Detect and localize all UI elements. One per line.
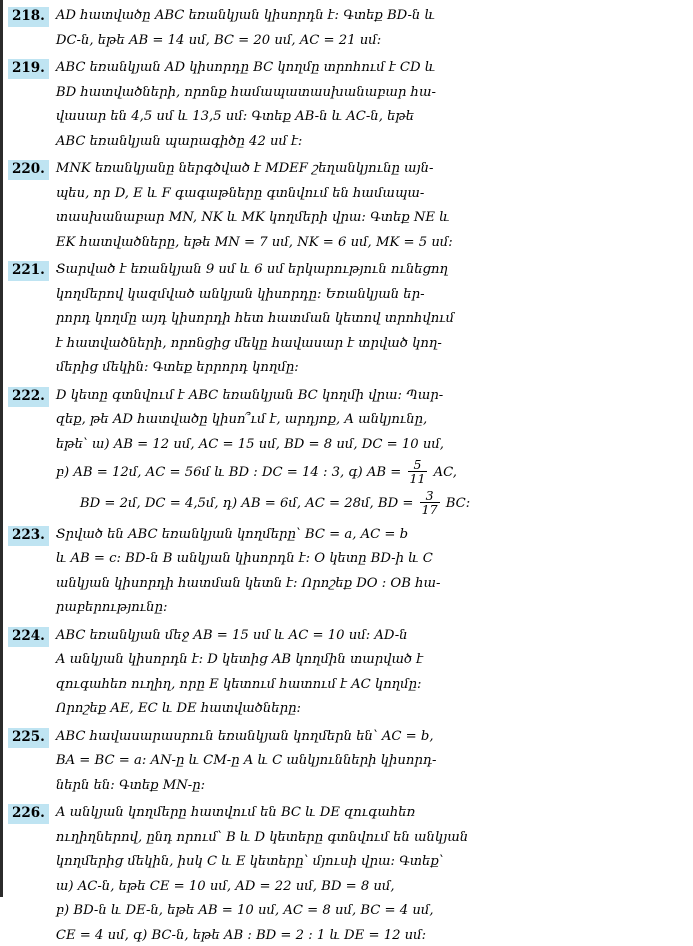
problem-body	[56, 260, 679, 379]
problem-body	[56, 159, 679, 253]
problem-line: Տրված են ABC եռանկյան կողմերը՝ BC = a, AC = b	[56, 525, 679, 546]
problem-number: 220.	[8, 160, 49, 180]
problem-line: և AB = c: BD-ն B անկյան կիսորդն է։ O կետը BD-ի և C	[56, 549, 679, 570]
problem-line: է հատվածների, որոնցից մեկը հավասար է տրված կող-	[56, 334, 679, 355]
fraction	[420, 489, 440, 516]
problem-line: մերից մեկին։ Գտեք երրորդ կողմը։	[56, 358, 679, 379]
problem-line: BA = BC = a: AN-ը և CM-ը A և C անկյունների կիսորդ-	[56, 751, 679, 772]
problem-line: DC-ն, եթե AB = 14 սմ, BC = 20 սմ, AC = 21 սմ։	[56, 31, 679, 52]
problem-line: ներն են։ Գտեք MN-ը։	[56, 776, 679, 797]
problem-line: պես, որ D, E և F գագաթները գտնվում են համապա-	[56, 184, 679, 205]
problem-line: զեք, թե AD հատվածը կիսո՞ւմ է, արդյոք, A անկյունը,	[56, 410, 679, 431]
problem-line: ուղիղներով, ընդ որում՝ B և D կետերը գտնվում են անկյան	[56, 828, 679, 849]
problem-number: 222.	[8, 387, 49, 407]
problem-body	[56, 803, 679, 946]
fraction-numerator: 3	[420, 489, 440, 502]
page-left-rule	[0, 0, 3, 897]
problem-body	[56, 6, 679, 51]
fraction-line-suffix: AC,	[429, 465, 457, 480]
fraction-line-prefix: BD = 2մ, DC = 4,5մ, դ) AB = 6մ, AC = 28մ, BD =	[80, 496, 418, 511]
problem-line-fraction	[56, 490, 679, 517]
problem-number: 226.	[8, 804, 49, 824]
problem-item	[8, 803, 679, 946]
fraction-line-prefix: բ) AB = 12մ, AC = 56մ և BD : DC = 14 : 3, գ) AB =	[56, 465, 406, 480]
fraction-line-suffix: BC։	[442, 496, 471, 511]
problem-number: 219.	[8, 59, 49, 79]
problem-line: EK հատվածները, եթե MN = 7 սմ, NK = 6 սմ, MK = 5 սմ։	[56, 233, 679, 254]
problem-item	[8, 260, 679, 379]
problem-line: ABC եռանկյան AD կիսորդը BC կողմը տրոհում է CD և	[56, 58, 679, 79]
problem-number: 221.	[8, 261, 49, 281]
problem-line: ա) AC-ն, եթե CE = 10 սմ, AD = 22 սմ, BD = 8 սմ,	[56, 877, 679, 898]
problem-body	[56, 386, 679, 518]
problem-line: A անկյան կիսորդն է։ D կետից AB կողմին տարված է	[56, 650, 679, 671]
problem-line: MNK եռանկյանը ներգծված է MDEF շեղանկյունը այն-	[56, 159, 679, 180]
problem-line: զուգահեռ ուղիղ, որը E կետում հատում է AC կողմը։	[56, 675, 679, 696]
problem-line: Որոշեք AE, EC և DE հատվածները։	[56, 699, 679, 720]
problem-item	[8, 58, 679, 152]
problem-item	[8, 525, 679, 619]
problem-number: 225.	[8, 728, 49, 748]
problem-line: AD հատվածը ABC եռանկյան կիսորդն է։ Գտեք BD-ն և	[56, 6, 679, 27]
problem-line: ABC հավասարասրուն եռանկյան կողմերն են՝ AC = b,	[56, 727, 679, 748]
problem-line: րաբերությունը։	[56, 598, 679, 619]
problem-line: րորդ կողմը այդ կիսորդի հետ հատման կետով տրոհվում	[56, 309, 679, 330]
problem-item	[8, 386, 679, 518]
fraction-denominator: 11	[408, 471, 428, 485]
problem-line: վասար են 4,5 սմ և 13,5 սմ։ Գտեք AB-ն և AC-ն, եթե	[56, 107, 679, 128]
problem-item	[8, 159, 679, 253]
problem-line: ABC եռանկյան պարագիծը 42 սմ է։	[56, 132, 679, 153]
problem-body	[56, 525, 679, 619]
fraction	[408, 458, 428, 485]
problem-number: 218.	[8, 7, 49, 27]
problem-line: եթե՝ ա) AB = 12 սմ, AC = 15 սմ, BD = 8 սմ, DC = 10 սմ,	[56, 435, 679, 456]
problem-line: բ) BD-ն և DE-ն, եթե AB = 10 սմ, AC = 8 սմ, BC = 4 սմ,	[56, 901, 679, 922]
problem-line: տասխանաբար MN, NK և MK կողմերի վրա։ Գտեք NE և	[56, 208, 679, 229]
problem-line: կողմերով կազմված անկյան կիսորդը։ Եռանկյան եր-	[56, 285, 679, 306]
problem-number: 224.	[8, 627, 49, 647]
problem-body	[56, 727, 679, 797]
problem-line: BD հատվածների, որոնք համապատասխանաբար հա-	[56, 83, 679, 104]
problem-line: A անկյան կողմերը հատվում են BC և DE զուգահեռ	[56, 803, 679, 824]
problem-number: 223.	[8, 526, 49, 546]
problem-item	[8, 727, 679, 797]
problem-line: ABC եռանկյան մեջ AB = 15 սմ և AC = 10 սմ։ AD-ն	[56, 626, 679, 647]
problem-line: D կետը գտնվում է ABC եռանկյան BC կողմի վրա։ Պար-	[56, 386, 679, 407]
problem-line: անկյան կիսորդի հատման կետն է։ Որոշեք DO : OB հա-	[56, 574, 679, 595]
problem-line: Տարված է եռանկյան 9 սմ և 6 սմ երկարություն ունեցող	[56, 260, 679, 281]
problem-body	[56, 58, 679, 152]
problem-item	[8, 6, 679, 51]
problem-line: CE = 4 սմ, գ) BC-ն, եթե AB : BD = 2 : 1 և DE = 12 սմ։	[56, 926, 679, 946]
problem-item	[8, 626, 679, 720]
problem-line: կողմերից մեկին, իսկ C և E կետերը՝ մյուսի վրա։ Գտեք՝	[56, 852, 679, 873]
problem-line-fraction	[56, 459, 679, 486]
fraction-numerator: 5	[408, 458, 428, 471]
problem-body	[56, 626, 679, 720]
fraction-denominator: 17	[420, 502, 440, 516]
